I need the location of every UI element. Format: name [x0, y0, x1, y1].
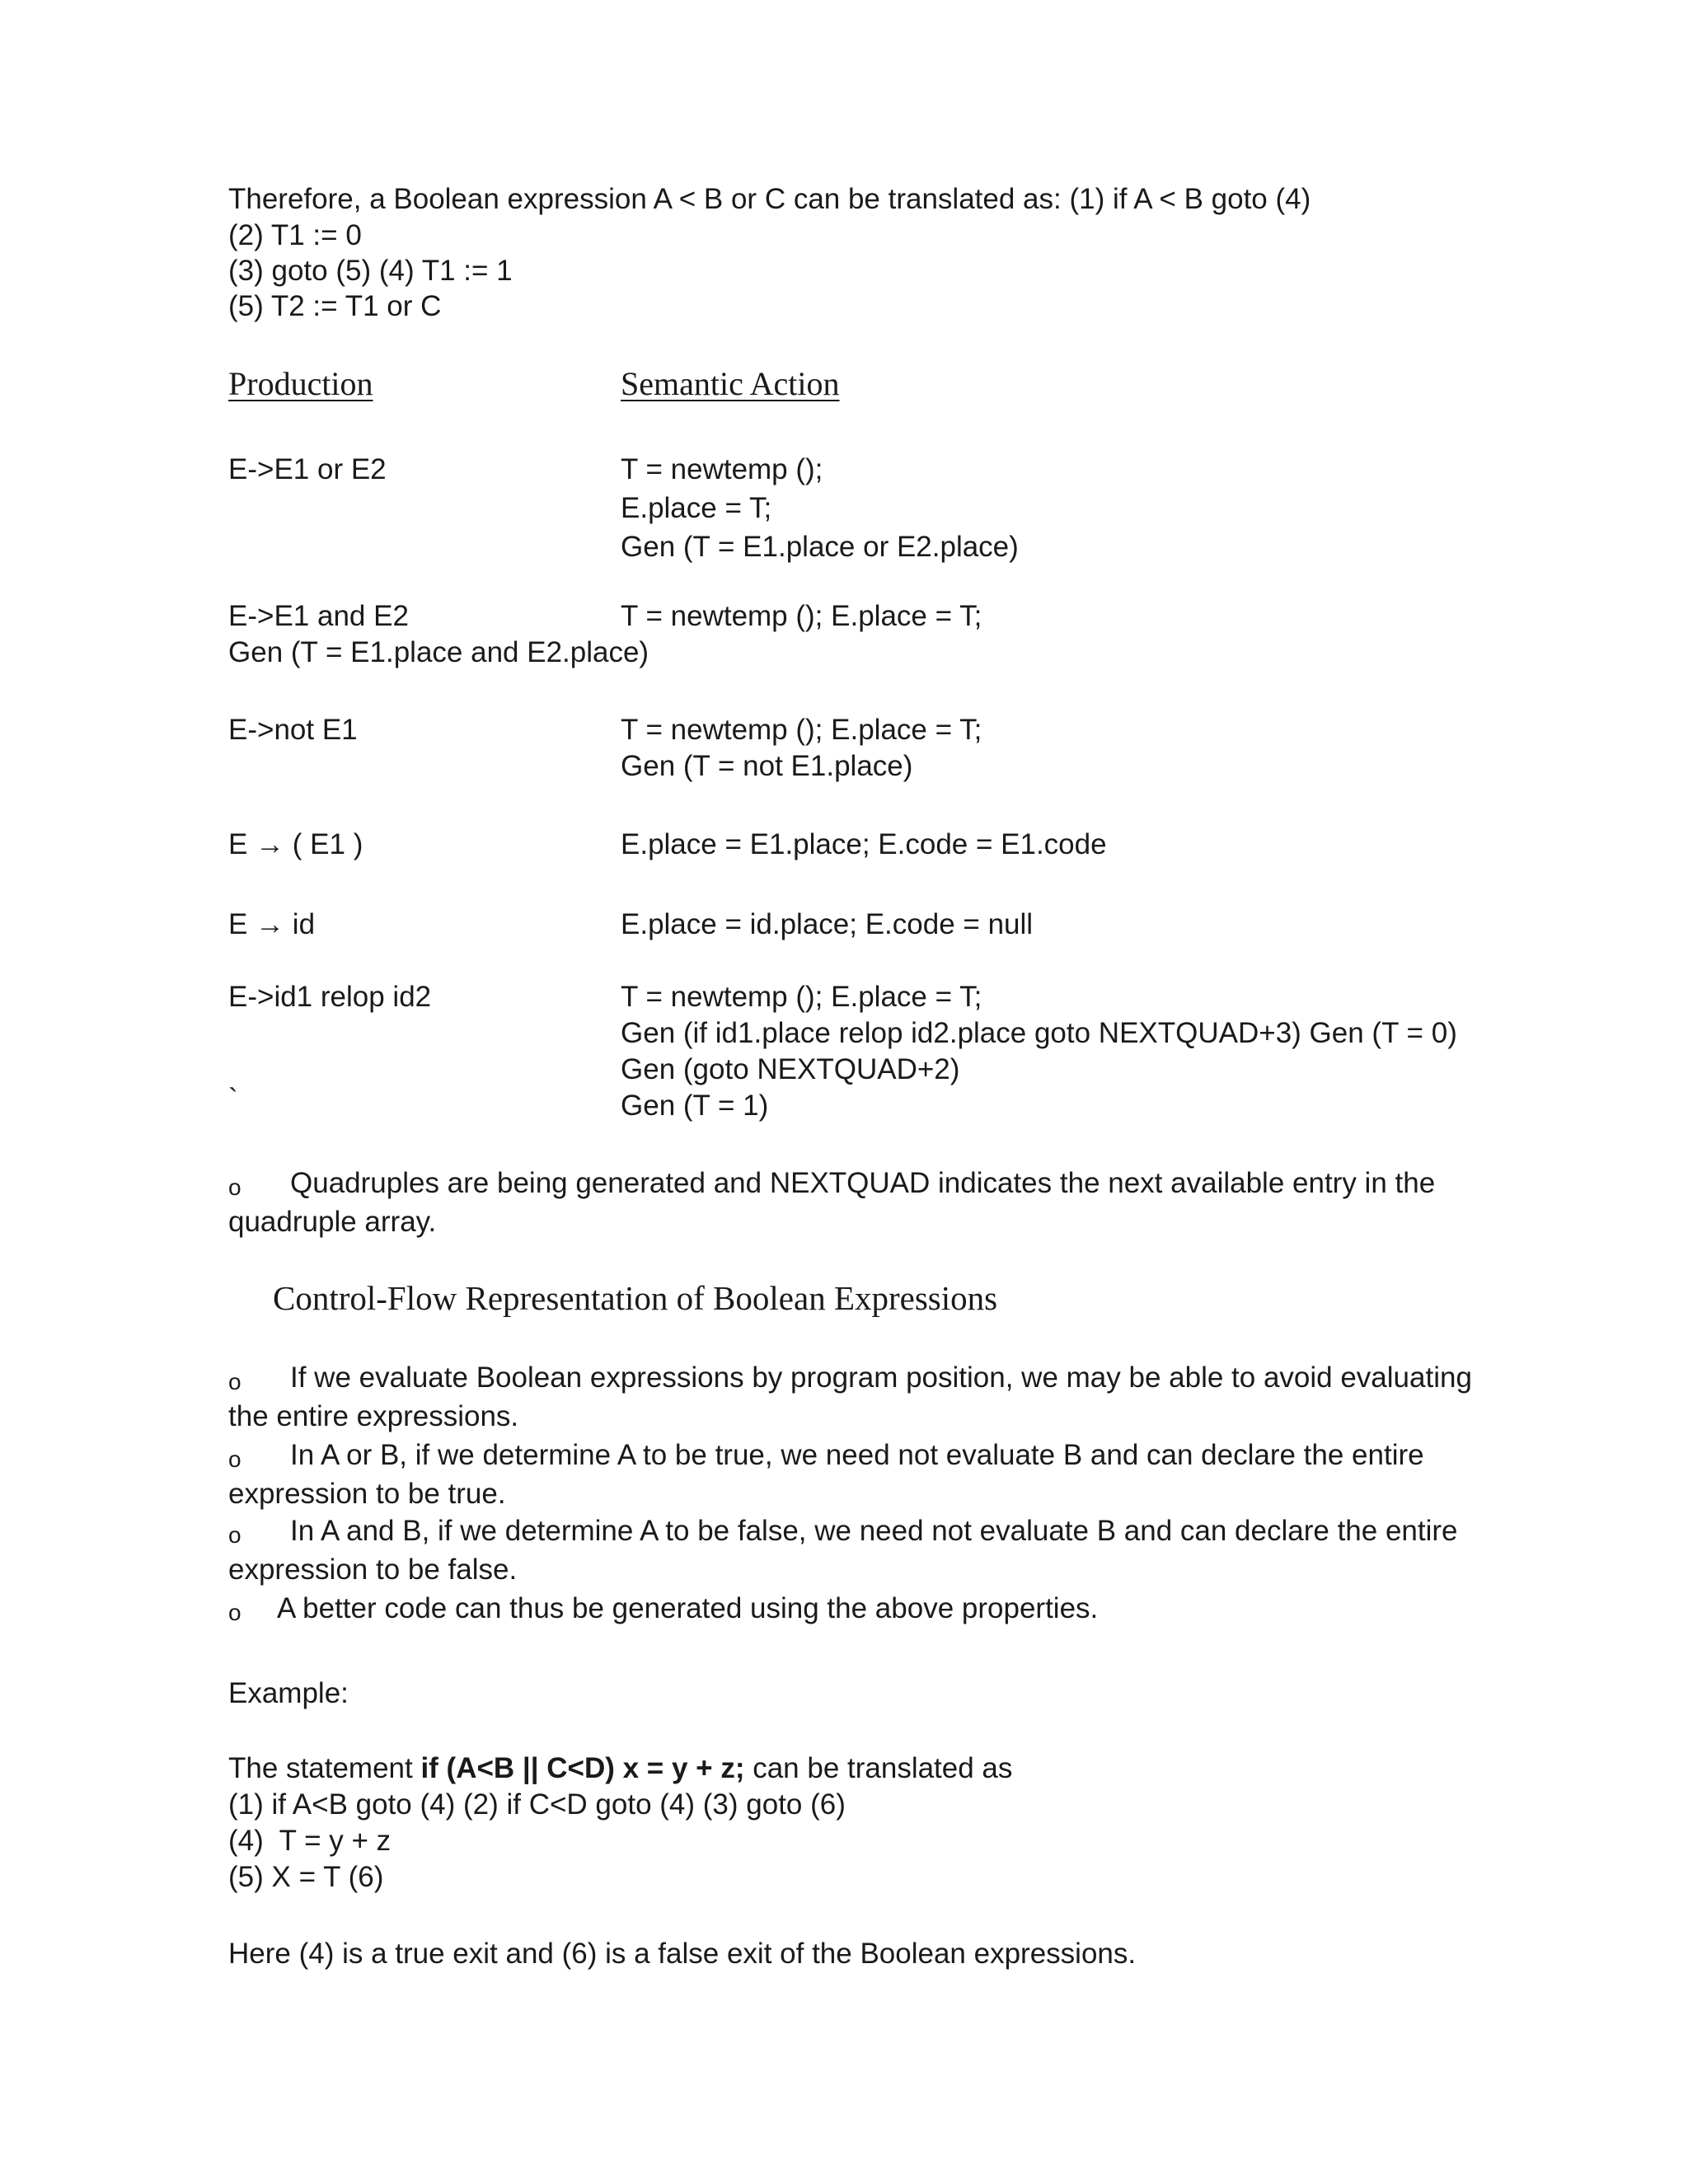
- bullet-line: A better code can thus be generated using the above properties.: [277, 1592, 1099, 1624]
- semantic-action-cell: E.place = E1.place; E.code = E1.code: [621, 828, 1107, 860]
- semantic-action-cell: T = newtemp (); E.place = T;: [621, 714, 982, 746]
- semantic-action-cell: T = newtemp (); E.place = T;: [621, 600, 982, 632]
- example-line-1: (1) if A<B goto (4) (2) if C<D goto (4) (3) goto (6): [228, 1788, 846, 1821]
- bullet-marker: o: [228, 1174, 241, 1200]
- statement-suffix: can be translated as: [744, 1752, 1013, 1784]
- bullet-line: the entire expressions.: [228, 1400, 519, 1432]
- bullet-marker: o: [228, 1522, 241, 1548]
- bullet-line: In A or B, if we determine A to be true, we need not evaluate B and can declare the entire: [290, 1439, 1424, 1471]
- semantic-action-cell: Gen (T = E1.place or E2.place): [621, 531, 1019, 563]
- section-title: Control-Flow Representation of Boolean Expressions: [273, 1279, 998, 1317]
- intro-line-1: Therefore, a Boolean expression A < B or C can be translated as: (1) if A < B goto (4): [228, 183, 1311, 215]
- semantic-action-cell: E.place = T;: [621, 492, 772, 524]
- example-line-3: (5) X = T (6): [228, 1861, 384, 1893]
- production-cell: E → id: [228, 908, 316, 940]
- bullet-line: expression to be false.: [228, 1554, 518, 1586]
- semantic-action-cell: Gen (goto NEXTQUAD+2): [621, 1053, 960, 1085]
- semantic-action-cell: E.place = id.place; E.code = null: [621, 908, 1034, 940]
- production-cell: E->E1 and E2: [228, 600, 409, 632]
- bullet-line: In A and B, if we determine A to be false, we need not evaluate B and can declare the entire: [290, 1515, 1458, 1547]
- semantic-action-continuation: Gen (T = E1.place and E2.place): [228, 636, 649, 668]
- example-label: Example:: [228, 1677, 349, 1709]
- bullet-marker: o: [228, 1369, 241, 1394]
- stray-mark: `: [228, 1083, 238, 1115]
- production-header: Production: [228, 365, 373, 402]
- statement-code: if (A<B || C<D) x = y + z;: [420, 1752, 745, 1784]
- example-statement: [228, 1750, 1012, 1787]
- production-cell: E->id1 relop id2: [228, 981, 432, 1013]
- intro-line-4: (5) T2 := T1 or C: [228, 290, 442, 322]
- production-cell: E->not E1: [228, 714, 358, 746]
- bullet-line: If we evaluate Boolean expressions by program position, we may be able to avoid evaluating: [290, 1361, 1472, 1394]
- bullet-marker: o: [228, 1600, 241, 1625]
- intro-line-2: (2) T1 := 0: [228, 219, 362, 251]
- production-cell: E → ( E1 ): [228, 828, 363, 860]
- intro-line-3: (3) goto (5) (4) T1 := 1: [228, 255, 513, 287]
- bullet-marker: o: [228, 1446, 241, 1472]
- semantic-action-cell: T = newtemp ();: [621, 453, 823, 485]
- semantic-action-cell: Gen (if id1.place relop id2.place goto NEXTQUAD+3) Gen (T = 0): [621, 1017, 1457, 1049]
- quad-note-line-1: Quadruples are being generated and NEXTQUAD indicates the next available entry in the: [290, 1167, 1436, 1199]
- example-conclusion: Here (4) is a true exit and (6) is a false exit of the Boolean expressions.: [228, 1938, 1137, 1970]
- production-cell: E->E1 or E2: [228, 453, 387, 485]
- semantic-action-header: Semantic Action: [621, 365, 840, 402]
- statement-prefix: The statement: [228, 1752, 421, 1784]
- bullet-line: expression to be true.: [228, 1478, 506, 1510]
- semantic-action-cell: Gen (T = 1): [621, 1090, 769, 1122]
- semantic-action-cell: Gen (T = not E1.place): [621, 750, 913, 782]
- example-line-2: (4) T = y + z: [228, 1825, 392, 1857]
- semantic-action-cell: T = newtemp (); E.place = T;: [621, 981, 982, 1013]
- quad-note-line-2: quadruple array.: [228, 1206, 437, 1238]
